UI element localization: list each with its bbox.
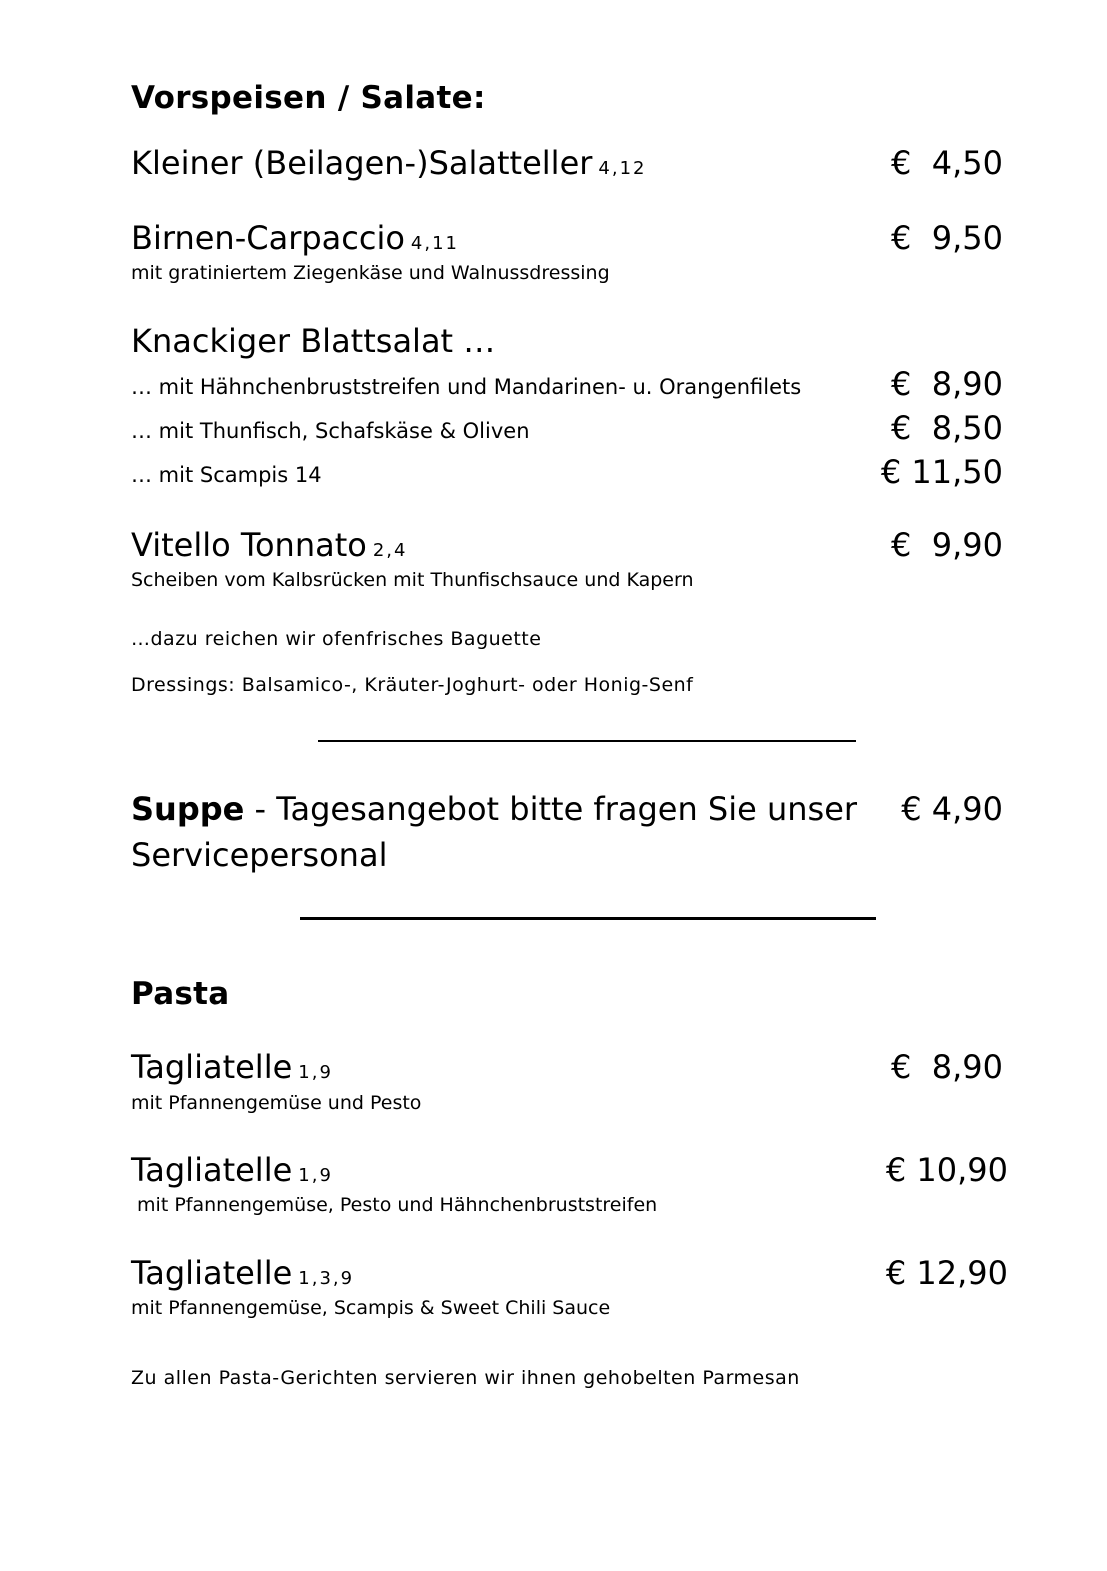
- allergen-codes: 2,4: [372, 540, 408, 561]
- description-tagliatelle-2: mit Pfannengemüse, Pesto und Hähnchenbruststreifen: [131, 1194, 658, 1216]
- allergen-codes: 4,11: [410, 233, 459, 254]
- item-tagliatelle-2: [131, 1151, 333, 1189]
- section-heading-pasta: Pasta: [131, 976, 230, 1012]
- price-blattsalat-variant-3: € 11,50: [880, 453, 1003, 491]
- price-salatteller: € 4,50: [891, 144, 1003, 182]
- item-tagliatelle-3: [131, 1254, 354, 1292]
- description-carpaccio: mit gratiniertem Ziegenkäse und Walnussdressing: [131, 262, 610, 284]
- description-tagliatelle-3: mit Pfannengemüse, Scampis & Sweet Chili Sauce: [131, 1297, 611, 1319]
- divider-rule: [300, 917, 876, 920]
- price-tagliatelle-3: € 12,90: [885, 1254, 1008, 1292]
- note-parmesan: Zu allen Pasta-Gerichten servieren wir ihnen gehobelten Parmesan: [131, 1367, 800, 1389]
- allergen-codes: 1,9: [298, 1165, 333, 1186]
- allergen-codes: 1,3,9: [298, 1268, 355, 1289]
- price-carpaccio: € 9,50: [891, 219, 1003, 257]
- allergen-codes: 4,12: [598, 158, 647, 179]
- description-tagliatelle-1: mit Pfannengemüse und Pesto: [131, 1092, 422, 1114]
- divider-rule: [318, 740, 856, 742]
- section-heading-vorspeisen: Vorspeisen / Salate:: [131, 80, 486, 116]
- item-tagliatelle-1: [131, 1048, 333, 1086]
- item-name: Vitello Tonnato: [131, 526, 367, 564]
- price-blattsalat-variant-1: € 8,90: [891, 365, 1003, 403]
- suppe-text-line2: Servicepersonal: [131, 836, 388, 874]
- price-tagliatelle-2: € 10,90: [885, 1151, 1008, 1189]
- price-blattsalat-variant-2: € 8,50: [891, 409, 1003, 447]
- note-baguette: …dazu reichen wir ofenfrisches Baguette: [131, 628, 542, 650]
- note-dressings: Dressings: Balsamico-, Kräuter-Joghurt- oder Honig-Senf: [131, 674, 694, 696]
- description-vitello: Scheiben vom Kalbsrücken mit Thunfischsauce und Kapern: [131, 569, 694, 591]
- suppe-label: Suppe: [131, 790, 245, 828]
- blattsalat-variant-2: … mit Thunfisch, Schafskäse & Oliven: [131, 419, 530, 443]
- suppe-text: - Tagesangebot bitte fragen Sie unser: [244, 790, 858, 828]
- allergen-codes: 1,9: [298, 1062, 333, 1083]
- price-tagliatelle-1: € 8,90: [891, 1048, 1003, 1086]
- item-name: Tagliatelle: [131, 1254, 293, 1292]
- price-vitello: € 9,90: [891, 526, 1003, 564]
- item-name: Birnen-Carpaccio: [131, 219, 405, 257]
- item-name: Kleiner (Beilagen-)Salatteller: [131, 144, 593, 182]
- item-name: Tagliatelle: [131, 1048, 293, 1086]
- item-name: Tagliatelle: [131, 1151, 293, 1189]
- item-suppe: [131, 790, 857, 828]
- blattsalat-variant-3: … mit Scampis 14: [131, 463, 322, 487]
- item-vitello: [131, 526, 407, 564]
- item-carpaccio: [131, 219, 459, 257]
- price-suppe: € 4,90: [901, 790, 1003, 828]
- item-salatteller: [131, 144, 646, 182]
- blattsalat-variant-1: … mit Hähnchenbruststreifen und Mandarinen- u. Orangenfilets: [131, 375, 802, 399]
- item-blattsalat: Knackiger Blattsalat …: [131, 322, 496, 360]
